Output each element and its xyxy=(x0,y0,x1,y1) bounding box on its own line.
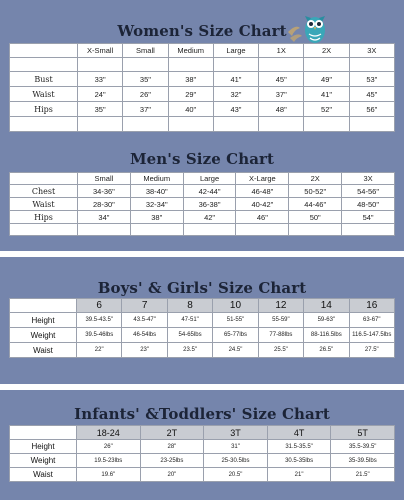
table-cell: 46-54lbs xyxy=(122,328,167,343)
table-cell: 26" xyxy=(123,87,168,102)
table-row xyxy=(10,343,395,358)
table-cell: 35" xyxy=(78,102,123,117)
column-header: Large xyxy=(213,44,258,58)
column-header: 10 xyxy=(213,299,258,313)
infants-toddlers-chart-title: Infants' &Toddlers' Size Chart xyxy=(74,405,330,423)
table-cell: 65-77lbs xyxy=(213,328,258,343)
column-header: 12 xyxy=(258,299,303,313)
table-row xyxy=(10,468,395,482)
table-cell: 35.5-39.5" xyxy=(331,440,395,454)
table-row xyxy=(10,185,395,198)
column-header: 1X xyxy=(259,44,304,58)
table-cell: 53" xyxy=(349,72,394,87)
column-header: Large xyxy=(183,173,236,185)
column-header: Medium xyxy=(168,44,213,58)
table-cell: 54-56" xyxy=(342,185,395,198)
table-cell: 35" xyxy=(123,72,168,87)
table-cell: 51-55" xyxy=(213,313,258,328)
table-header-row xyxy=(10,44,395,58)
table-cell: 45" xyxy=(349,87,394,102)
table-cell: 52" xyxy=(304,102,349,117)
table-cell: 29" xyxy=(168,87,213,102)
womens-size-table xyxy=(9,43,395,132)
column-header: Small xyxy=(78,173,131,185)
table-cell: 33" xyxy=(78,72,123,87)
table-row xyxy=(10,211,395,224)
table-cell: 37" xyxy=(259,87,304,102)
table-cell: 34-36" xyxy=(78,185,131,198)
table-cell: 30.5-35lbs xyxy=(267,454,331,468)
table-cell: 42" xyxy=(183,211,236,224)
row-label: Waist xyxy=(10,468,77,482)
owl-icon xyxy=(286,8,330,46)
column-header: 2X xyxy=(289,173,342,185)
boys-girls-chart-title: Boys' & Girls' Size Chart xyxy=(97,279,307,297)
row-label: Waist xyxy=(10,343,77,358)
corner-cell xyxy=(10,173,78,185)
column-header: 14 xyxy=(304,299,349,313)
spacer-row xyxy=(10,117,395,132)
table-cell: 19.5-23lbs xyxy=(77,454,141,468)
table-cell: 20.5" xyxy=(204,468,268,482)
spacer-row xyxy=(10,58,395,72)
table-cell: 45" xyxy=(259,72,304,87)
mens-chart-title: Men's Size Chart xyxy=(129,150,275,168)
womens-chart-title: Women's Size Chart xyxy=(117,22,287,40)
table-cell: 56" xyxy=(349,102,394,117)
table-cell: 63-67" xyxy=(349,313,394,328)
table-cell: 24.5" xyxy=(213,343,258,358)
table-cell: 46-48" xyxy=(236,185,289,198)
column-header: 6 xyxy=(77,299,122,313)
table-cell: 37" xyxy=(123,102,168,117)
table-row xyxy=(10,440,395,454)
column-header: 16 xyxy=(349,299,394,313)
table-cell: 116.5-147.5lbs xyxy=(349,328,394,343)
table-cell: 32-34" xyxy=(130,198,183,211)
corner-cell xyxy=(10,426,77,440)
table-row xyxy=(10,102,395,117)
table-cell: 47-51" xyxy=(167,313,212,328)
table-cell: 88-116.5lbs xyxy=(304,328,349,343)
column-header: Small xyxy=(123,44,168,58)
row-label: Hips xyxy=(10,211,78,224)
table-cell: 49" xyxy=(304,72,349,87)
table-cell: 28-30" xyxy=(78,198,131,211)
table-cell: 23.5" xyxy=(167,343,212,358)
row-label: Waist xyxy=(10,198,78,211)
table-row xyxy=(10,454,395,468)
table-cell: 55-59" xyxy=(258,313,303,328)
table-row xyxy=(10,87,395,102)
column-header: 2T xyxy=(140,426,204,440)
table-cell: 40" xyxy=(168,102,213,117)
row-label: Chest xyxy=(10,185,78,198)
column-header: 3T xyxy=(204,426,268,440)
table-cell: 25.5" xyxy=(258,343,303,358)
column-header: X-Large xyxy=(236,173,289,185)
table-cell: 21" xyxy=(267,468,331,482)
table-cell: 21.5" xyxy=(331,468,395,482)
corner-cell xyxy=(10,299,77,313)
table-cell: 46" xyxy=(236,211,289,224)
column-header: 5T xyxy=(331,426,395,440)
table-cell: 27.5" xyxy=(349,343,394,358)
table-row xyxy=(10,313,395,328)
table-cell: 48" xyxy=(259,102,304,117)
row-label: Height xyxy=(10,313,77,328)
boys-girls-size-table xyxy=(9,298,395,358)
section-divider xyxy=(0,251,404,257)
table-cell: 59-63" xyxy=(304,313,349,328)
corner-cell xyxy=(10,44,78,58)
table-cell: 50" xyxy=(289,211,342,224)
row-label: Hips xyxy=(10,102,78,117)
table-cell: 54" xyxy=(342,211,395,224)
table-cell: 38-40" xyxy=(130,185,183,198)
table-cell: 42-44" xyxy=(183,185,236,198)
column-header: 3X xyxy=(349,44,394,58)
column-header: 4T xyxy=(267,426,331,440)
row-label: Weight xyxy=(10,454,77,468)
table-cell: 34" xyxy=(78,211,131,224)
table-cell: 41" xyxy=(213,72,258,87)
mens-size-table xyxy=(9,172,395,236)
table-cell: 31" xyxy=(204,440,268,454)
column-header: 3X xyxy=(342,173,395,185)
table-cell: 23-25lbs xyxy=(140,454,204,468)
table-cell: 19.6" xyxy=(77,468,141,482)
table-header-row xyxy=(10,299,395,313)
column-header: 18-24 xyxy=(77,426,141,440)
table-cell: 41" xyxy=(304,87,349,102)
table-cell: 28" xyxy=(140,440,204,454)
table-row xyxy=(10,328,395,343)
table-cell: 36-38" xyxy=(183,198,236,211)
row-label: Height xyxy=(10,440,77,454)
table-cell: 39.5-46lbs xyxy=(77,328,122,343)
table-header-row xyxy=(10,426,395,440)
table-cell: 22" xyxy=(77,343,122,358)
row-label: Weight xyxy=(10,328,77,343)
column-header: X-Small xyxy=(78,44,123,58)
table-cell: 43.5-47" xyxy=(122,313,167,328)
section-divider xyxy=(0,384,404,390)
table-cell: 38" xyxy=(130,211,183,224)
table-cell: 35-39.5lbs xyxy=(331,454,395,468)
table-cell: 38" xyxy=(168,72,213,87)
table-cell: 32" xyxy=(213,87,258,102)
column-header: 7 xyxy=(122,299,167,313)
row-label: Waist xyxy=(10,87,78,102)
table-cell: 54-65lbs xyxy=(167,328,212,343)
column-header: 2X xyxy=(304,44,349,58)
table-header-row xyxy=(10,173,395,185)
table-cell: 23" xyxy=(122,343,167,358)
table-cell: 48-50" xyxy=(342,198,395,211)
table-cell: 77-88lbs xyxy=(258,328,303,343)
table-cell: 31.5-35.5" xyxy=(267,440,331,454)
table-cell: 39.5-43.5" xyxy=(77,313,122,328)
table-cell: 43" xyxy=(213,102,258,117)
column-header: 8 xyxy=(167,299,212,313)
infants-toddlers-size-table xyxy=(9,425,395,482)
table-row xyxy=(10,198,395,211)
row-label: Bust xyxy=(10,72,78,87)
table-cell: 20" xyxy=(140,468,204,482)
table-cell: 24" xyxy=(78,87,123,102)
table-cell: 44-46" xyxy=(289,198,342,211)
table-cell: 40-42" xyxy=(236,198,289,211)
spacer-row xyxy=(10,224,395,236)
column-header: Medium xyxy=(130,173,183,185)
table-row xyxy=(10,72,395,87)
table-cell: 26" xyxy=(77,440,141,454)
table-cell: 50-52" xyxy=(289,185,342,198)
table-cell: 26.5" xyxy=(304,343,349,358)
table-cell: 25-30.5lbs xyxy=(204,454,268,468)
